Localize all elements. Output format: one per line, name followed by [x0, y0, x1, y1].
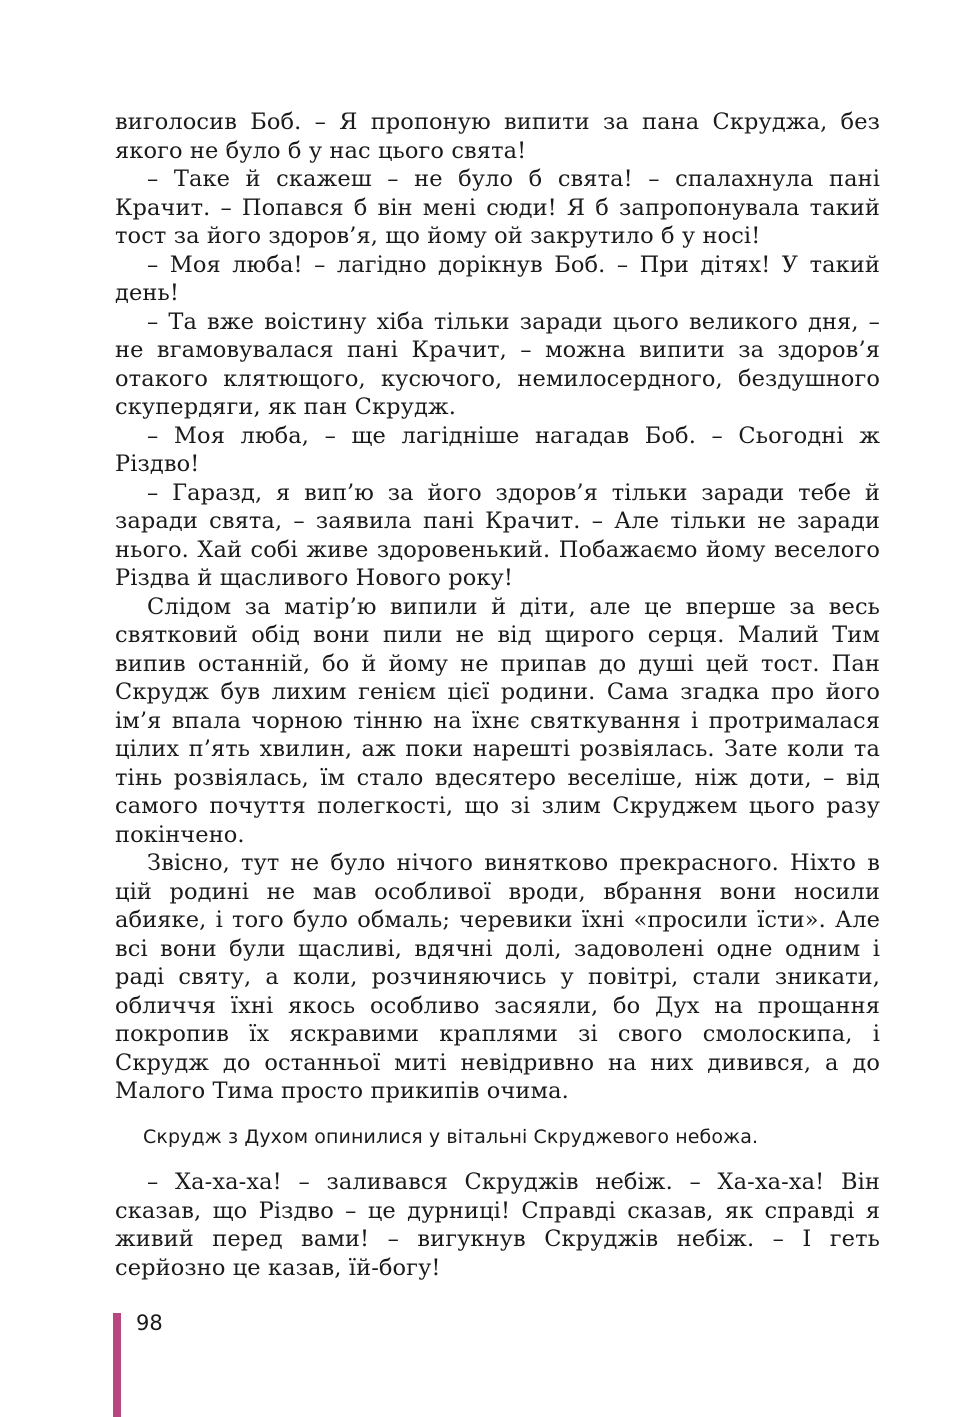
- paragraph: Звісно, тут не було нічого винятково прекрасного. Ніхто в цій родині не мав особливої вроди, вбрання вони носили абияке, і того було обмаль; черевики їхні «просили їсти». Але всі вони були щасливі, вдячні долі, задоволені одне одним і раді святу, а коли, розчиняючись у повітрі, стали зникати, обличчя їхні якось особливо засяяли, бо Дух на прощання покропив їх яскравими краплями зі свого смолоскипа, і Скрудж до останньої миті невідривно на них дивився, а до Малого Тима просто прикипів очима.: [115, 850, 880, 1104]
- paragraph: – Таке й скажеш – не було б свята! – спалахнула пані Крачит. – Попався б він мені сюди! Я б запропонувала такий тост за його здоров’я, що йому ой закрутило б у носі!: [115, 166, 880, 249]
- paragraph: – Ха-ха-ха! – заливався Скруджів небіж. – Ха-ха-ха! Він сказав, що Різдво – це дурниці! Справді сказав, як справді я живий перед вами! – вигукнув Скруджів небіж. – І геть серйозно це казав, їй-богу!: [115, 1169, 880, 1281]
- page-number-accent-bar: [113, 1313, 121, 1417]
- stage-direction: Скрудж з Духом опинилися у вітальні Скруджевого небожа.: [143, 1126, 759, 1148]
- continued-text-block: [115, 1168, 880, 1282]
- main-text-block: [115, 108, 880, 1106]
- paragraph: – Моя люба! – лагідно дорікнув Боб. – При дітях! У такий день!: [115, 251, 880, 306]
- paragraph: – Гаразд, я вип’ю за його здоров’я тільки заради тебе й заради свята, – заявила пані Крачит. – Але тільки не заради нього. Хай собі живе здоровенький. Побажаємо йому веселого Різдва й щасливого Нового року!: [115, 479, 880, 591]
- paragraph: виголосив Боб. – Я пропоную випити за пана Скруджа, без якого не було б у нас цього свята!: [115, 109, 880, 164]
- paragraph: – Та вже воістину хіба тільки заради цього великого дня, – не вгамовувалася пані Крачит, – можна випити за здоров’я отакого клятющого, кусючого, немилосердного, бездушного скупердяги, як пан Скрудж.: [115, 308, 880, 420]
- paragraph: – Моя люба, – ще лагідніше нагадав Боб. – Сьогодні ж Різдво!: [115, 422, 880, 477]
- paragraph: Слідом за матір’ю випили й діти, але це вперше за весь святковий обід вони пили не від щирого серця. Малий Тим випив останній, бо й йому не припав до душі цей тост. Пан Скрудж був лихим генієм цієї родини. Сама згадка про його ім’я впала чорною тінню на їхнє святкування і протрималася цілих п’ять хвилин, аж поки нарешті розвіялась. Зате коли та тінь розвіялась, їм стало вдесятеро веселіше, ніж доти, – від самого почуття полегкості, що зі злим Скруджем цього разу покінчено.: [115, 593, 880, 848]
- page-number: 98: [136, 1311, 163, 1335]
